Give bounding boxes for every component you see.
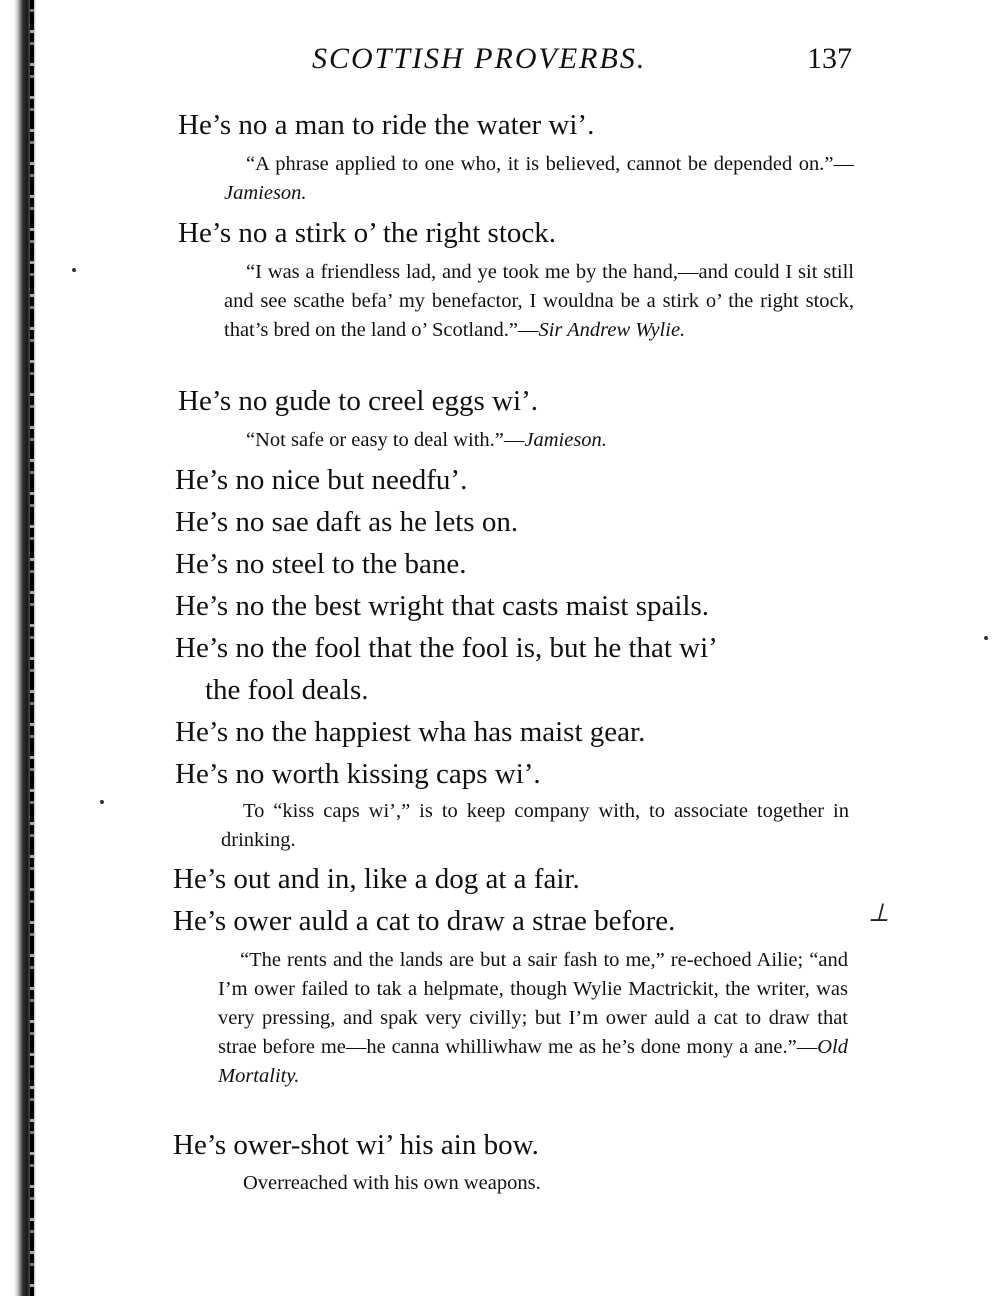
paper-speck (984, 636, 988, 640)
proverb-note (221, 1169, 851, 1198)
proverb-note (224, 258, 854, 345)
proverb-text: He’s no the fool that the fool is, but he that wi’ (175, 632, 718, 664)
proverb-text: He’s ower-shot wi’ his ain bow. (173, 1129, 539, 1161)
page-header (312, 42, 852, 82)
note-text: “Not safe or easy to deal with.”— (246, 429, 525, 451)
proverb-text: He’s no steel to the bane. (175, 548, 467, 580)
running-title: SCOTTISH PROVERBS. (312, 42, 647, 75)
proverb-entry (175, 585, 709, 627)
note-text: Overreached with his own weapons. (243, 1172, 541, 1194)
note-source: Jamieson. (524, 429, 607, 451)
note-source: Sir Andrew Wylie. (538, 319, 686, 341)
proverb-entry (175, 753, 541, 795)
proverb-entry (178, 212, 556, 254)
proverb-text: He’s no worth kissing caps wi’. (175, 758, 541, 790)
proverb-text: He’s no a man to ride the water wi’. (178, 109, 595, 141)
proverb-entry (175, 501, 518, 543)
proverb-entry (178, 104, 594, 146)
proverb-text: He’s ower auld a cat to draw a strae before. (173, 905, 676, 937)
proverb-text: He’s no the best wright that casts maist spails. (175, 590, 710, 622)
paper-speck (100, 800, 104, 804)
note-source: Old Mortality. (218, 1036, 848, 1087)
proverb-note (218, 946, 848, 1091)
proverb-text: He’s no gude to creel eggs wi’. (178, 385, 538, 417)
proverb-text: He’s no nice but needfu’. (175, 464, 468, 496)
note-text: “The rents and the lands are but a sair fash to me,” re-echoed Ailie; “and I’m ower failed to tak a helpmate, though Wylie Mactrickit, the writer, was very pressing, and spak very civilly; but I’m ower auld a cat to draw that strae before me—he canna whilliwhaw me as he’s done mony a ane.”— (218, 949, 848, 1058)
proverb-entry (173, 858, 580, 900)
page-number: 137 (807, 42, 852, 75)
proverb-note (224, 150, 854, 208)
proverb-entry (175, 711, 645, 753)
note-text: “I was a friendless lad, and ye took me by the hand,—and could I sit still and see scathe befa’ my benefactor, I wouldna be a stirk o’ the right stock, that’s bred on the land o’ Scotland.”— (224, 261, 854, 341)
proverb-text: He’s no a stirk o’ the right stock. (178, 217, 557, 249)
proverb-entry (175, 459, 467, 501)
proverb-entry (173, 900, 675, 942)
proverb-text: He’s out and in, like a dog at a fair. (173, 863, 580, 895)
note-source: Jamieson. (224, 182, 307, 204)
proverb-note (224, 426, 854, 455)
proverb-note (221, 797, 849, 855)
proverb-entry (173, 1124, 539, 1166)
proverb-entry (175, 543, 467, 585)
proverb-entry (178, 380, 538, 422)
proverb-entry (175, 627, 718, 711)
note-text: To “kiss caps wi’,” is to keep company with, to associate together in drinking. (221, 800, 849, 851)
book-binding-edge (30, 0, 34, 1296)
proverb-text: He’s no sae daft as he lets on. (175, 506, 519, 538)
note-text: “A phrase applied to one who, it is believed, cannot be depended on.”— (246, 153, 854, 175)
proverb-text-continued: the fool deals. (205, 674, 369, 706)
proverb-text: He’s no the happiest wha has maist gear. (175, 716, 646, 748)
margin-pencil-mark: ⟂ (870, 898, 888, 927)
paper-speck (72, 268, 76, 272)
